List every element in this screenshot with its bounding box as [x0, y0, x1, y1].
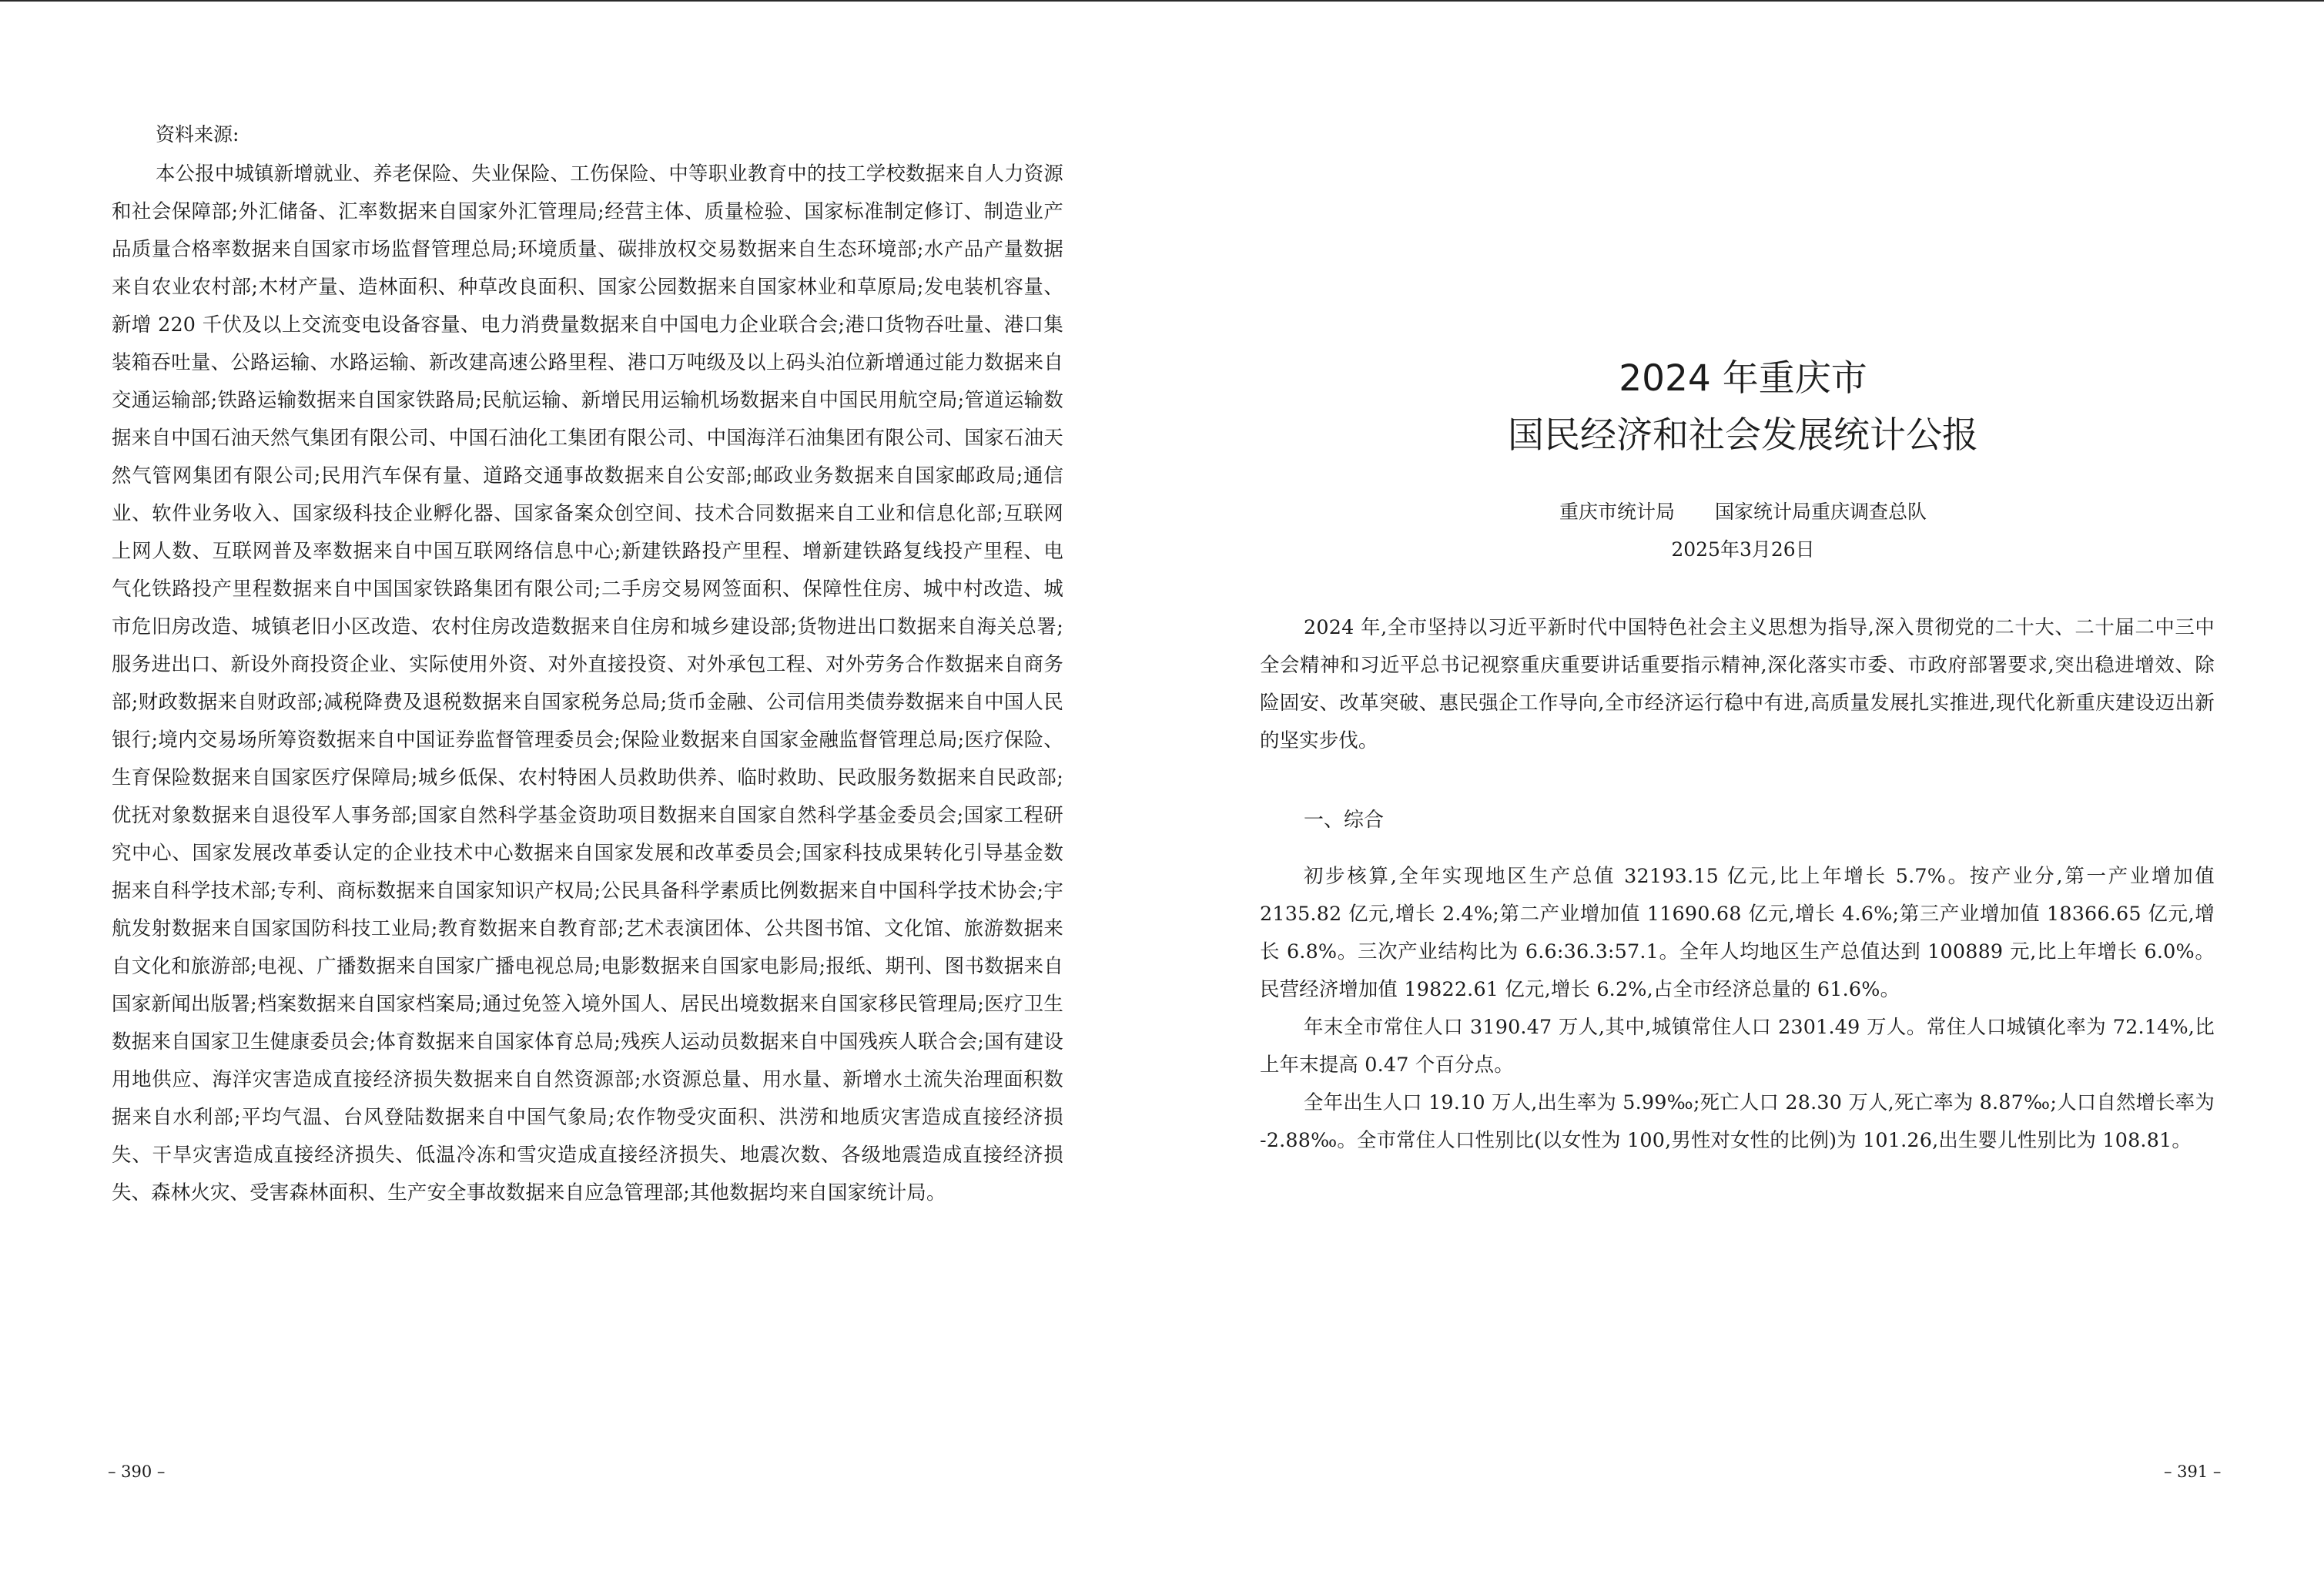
right-page [1162, 0, 2324, 1588]
sources-heading: 资料来源: [156, 123, 239, 146]
gdp-paragraph: 初步核算,全年实现地区生产总值 32193.15 亿元,比上年增长 5.7%。按产业分,第一产业增加值 2135.82 亿元,增长 2.4%;第二产业增加值 11690.68 亿元,增长 4.6%;第三产业增加值 18366.65 亿元,增长 6.8%。三次产业结构比为 6.6:36.3:57.1。全年人均地区生产总值达到 100889 元,比上年增长 6.0%。民营经济增加值 19822.61 亿元,增长 6.2%,占全市经济总量的 61.6%。 [1260, 864, 2215, 1000]
birth-death-paragraph: 全年出生人口 19.10 万人,出生率为 5.99‰;死亡人口 28.30 万人,死亡率为 8.87‰;人口自然增长率为 -2.88‰。全市常住人口性别比(以女性为 100,男性对女性的比例)为 101.26,出生婴儿性别比为 108.81。 [1260, 1090, 2215, 1151]
intro-paragraph: 2024 年,全市坚持以习近平新时代中国特色社会主义思想为指导,深入贯彻党的二十大、二十届二中三中全会精神和习近平总书记视察重庆重要讲话重要指示精神,深化落实市委、市政府部署要求,突出稳进增效、除险固安、改革突破、惠民强企工作导向,全市经济运行稳中有进,高质量发展扎实推进,现代化新重庆建设迈出新的坚实步伐。 [1260, 615, 2215, 752]
report-date: 2025年3月26日 [1671, 538, 1815, 561]
section-heading-overview: 一、综合 [1304, 809, 1385, 832]
page-number-right: – 391 – [2164, 1462, 2222, 1481]
sources-paragraph: 本公报中城镇新增就业、养老保险、失业保险、工伤保险、中等职业教育中的技工学校数据来自人力资源和社会保障部;外汇储备、汇率数据来自国家外汇管理局;经营主体、质量检验、国家标准制定修订、制造业产品质量合格率数据来自国家市场监督管理总局;环境质量、碳排放权交易数据来自生态环境部;水产品产量数据来自农业农村部;木材产量、造林面积、种草改良面积、国家公园数据来自国家林业和草原局;发电装机容量、新增 220 千伏及以上交流变电设备容量、电力消费量数据来自中国电力企业联合会;港口货物吞吐量、港口集装箱吞吐量、公路运输、水路运输、新改建高速公路里程、港口万吨级及以上码头泊位新增通过能力数据来自交通运输部;铁路运输数据来自国家铁路局;民航运输、新增民用运输机场数据来自中国民用航空局;管道运输数据来自中国石油天然气集团有限公司、中国石油化工集团有限公司、中国海洋石油集团有限公司、国家石油天然气管网集团有限公司;民用汽车保有量、道路交通事故数据来自公安部;邮政业务数据来自国家邮政局;通信业、软件业务收入、国家级科技企业孵化器、国家备案众创空间、技术合同数据来自工业和信息化部;互联网上网人数、互联网普及率数据来自中国互联网络信息中心;新建铁路投产里程、增新建铁路复线投产里程、电气化铁路投产里程数据来自中国国家铁路集团有限公司;二手房交易网签面积、保障性住房、城中村改造、城市危旧房改造、城镇老旧小区改造、农村住房改造数据来自住房和城乡建设部;货物进出口数据来自海关总署;服务进出口、新设外商投资企业、实际使用外资、对外直接投资、对外承包工程、对外劳务合作数据来自商务部;财政数据来自财政部;减税降费及退税数据来自国家税务总局;货币金融、公司信用类债券数据来自中国人民银行;境内交易场所筹资数据来自中国证券监督管理委员会;保险业数据来自国家金融监督管理总局;医疗保险、生育保险数据来自国家医疗保障局;城乡低保、农村特困人员救助供养、临时救助、民政服务数据来自民政部;优抚对象数据来自退役军人事务部;国家自然科学基金资助项目数据来自国家自然科学基金委员会;国家工程研究中心、国家发展改革委认定的企业技术中心数据来自国家发展和改革委员会;国家科技成果转化引导基金数据来自科学技术部;专利、商标数据来自国家知识产权局;公民具备科学素质比例数据来自中国科学技术协会;宇航发射数据来自国家国防科技工业局;教育数据来自教育部;艺术表演团体、公共图书馆、文化馆、旅游数据来自文化和旅游部;电视、广播数据来自国家广播电视总局;电影数据来自国家电影局;报纸、期刊、图书数据来自国家新闻出版署;档案数据来自国家档案局;通过免签入境外国人、居民出境数据来自国家移民管理局;医疗卫生数据来自国家卫生健康委员会;体育数据来自国家体育总局;残疾人运动员数据来自中国残疾人联合会;国有建设用地供应、海洋灾害造成直接经济损失数据来自自然资源部;水资源总量、用水量、新增水土流失治理面积数据来自水利部;平均气温、台风登陆数据来自中国气象局;农作物受灾面积、洪涝和地质灾害造成直接经济损失、干旱灾害造成直接经济损失、低温冷冻和雪灾造成直接经济损失、地震次数、各级地震造成直接经济损失、森林火灾、受害森林面积、生产安全事故数据来自应急管理部;其他数据均来自国家统计局。 [112, 162, 1063, 1204]
report-title-line-2: 国民经济和社会发展统计公报 [1508, 414, 1978, 457]
report-authors [1162, 497, 2324, 528]
report-title-line-1: 2024 年重庆市 [1619, 357, 1867, 400]
page-number-left: – 390 – [108, 1462, 166, 1481]
population-paragraph: 年末全市常住人口 3190.47 万人,其中,城镇常住人口 2301.49 万人。常住人口城镇化率为 72.14%,比上年末提高 0.47 个百分点。 [1260, 1015, 2215, 1076]
author-municipal-bureau: 重庆市统计局 [1559, 501, 1675, 523]
author-survey-office: 国家统计局重庆调查总队 [1715, 501, 1927, 523]
